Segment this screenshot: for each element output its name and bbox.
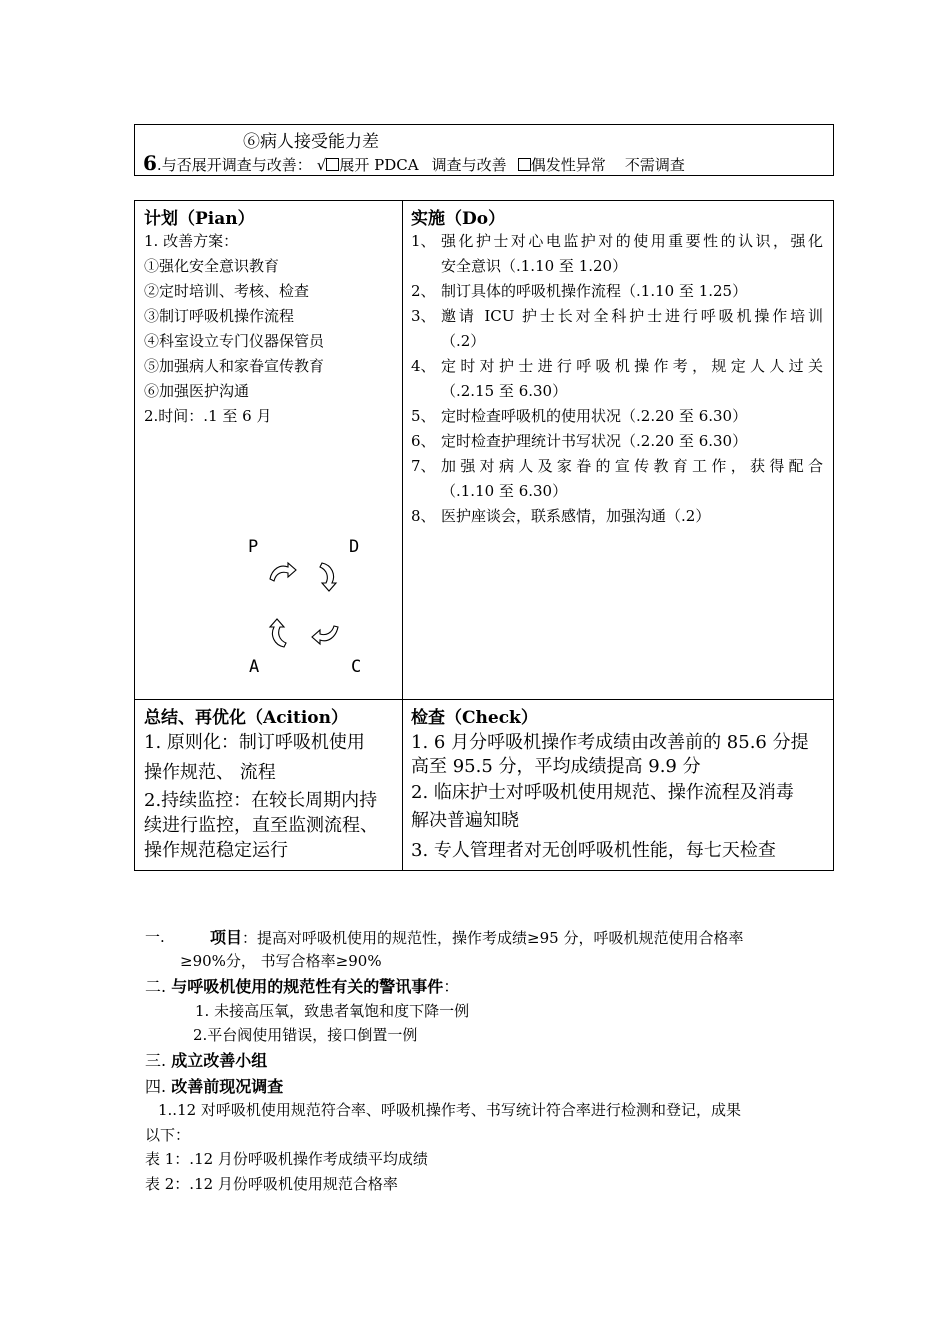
do-item-number: 3、 bbox=[411, 307, 436, 325]
do-item-text-cont: 安全意识（.1.10 至 1.20） bbox=[441, 257, 628, 275]
do-item-text: 医护座谈会，联系感情，加强沟通（.2） bbox=[441, 507, 711, 525]
do-item-number: 8、 bbox=[411, 507, 436, 525]
option-pdca: 展开 PDCA bbox=[339, 156, 419, 174]
section-2 bbox=[145, 974, 459, 997]
do-item-text: 制订具体的呼吸机操作流程（.1.10 至 1.25） bbox=[441, 282, 748, 300]
option-occasional: 偶发性异常 bbox=[530, 156, 606, 174]
plan-item: ②定时培训、考核、检查 bbox=[144, 282, 310, 300]
do-item-number: 2、 bbox=[411, 282, 436, 300]
plan-item: ④科室设立专门仪器保管员 bbox=[144, 332, 325, 350]
act-line: 续进行监控，直至监测流程、 bbox=[144, 815, 378, 836]
section-2-label: 与呼吸机使用的规范性有关的警讯事件 bbox=[171, 977, 444, 996]
checkbox-occasional[interactable] bbox=[518, 158, 531, 171]
plan-item: ③制订呼吸机操作流程 bbox=[144, 307, 295, 325]
do-item-text: 定时对护士进行呼吸机操作考，规定人人过关 bbox=[441, 357, 823, 375]
check-line: 2. 临床护士对呼吸机使用规范、操作流程及消毒 bbox=[411, 782, 794, 803]
check-line: 3. 专人管理者对无创呼吸机性能，每七天检查 bbox=[411, 840, 776, 861]
act-header: 总结、再优化（Acition） bbox=[144, 708, 349, 728]
section-4-text: 1..12 对呼吸机使用规范符合率、呼吸机操作考、书写统计符合率进行检测和登记，成果 bbox=[158, 1101, 741, 1119]
section-1-text: ：提高对呼吸机使用的规范性，操作考成绩≥95 分，呼吸机规范使用合格率 bbox=[242, 929, 744, 947]
section-3 bbox=[145, 1048, 267, 1071]
section-1-label: 项目 bbox=[210, 928, 243, 947]
do-item-text: 定时检查护理统计书写状况（.2.20 至 6.30） bbox=[441, 432, 748, 450]
pdca-letter-c: C bbox=[351, 657, 362, 677]
act-line: 操作规范稳定运行 bbox=[144, 840, 288, 861]
section-2-number: 二. bbox=[145, 977, 167, 996]
section-4 bbox=[145, 1074, 283, 1097]
table-1-caption: 表 1：.12 月份呼吸机操作考成绩平均成绩 bbox=[145, 1150, 428, 1168]
do-header: 实施（Do） bbox=[411, 209, 506, 229]
do-item-number: 5、 bbox=[411, 407, 436, 425]
do-item-text-cont: （.2） bbox=[441, 332, 486, 350]
check-line: 1. 6 月分呼吸机操作考成绩由改善前的 85.6 分提 bbox=[411, 732, 809, 753]
check-mark: √ bbox=[316, 156, 327, 174]
act-line: 2.持续监控：在较长周期内持 bbox=[144, 790, 378, 811]
checkbox-pdca[interactable] bbox=[326, 158, 339, 171]
do-item-number: 7、 bbox=[411, 457, 436, 475]
plan-item: 2.时间：.1 至 6 月 bbox=[144, 407, 272, 425]
option-occasional-suffix: 不需调查 bbox=[624, 156, 685, 174]
section-4-label: 改善前现况调查 bbox=[171, 1077, 284, 1096]
check-line: 高至 95.5 分，平均成绩提高 9.9 分 bbox=[411, 756, 701, 777]
section-2-colon: ： bbox=[443, 977, 460, 996]
pdca-letter-a: A bbox=[249, 657, 260, 677]
question-text: .与否展开调查与改善： bbox=[156, 156, 312, 174]
act-line: 操作规范、 流程 bbox=[144, 762, 276, 783]
section-1 bbox=[210, 925, 743, 948]
section-3-number: 三. bbox=[145, 1051, 167, 1070]
section-2-item: 2.平台阀使用错误，接口倒置一例 bbox=[193, 1026, 418, 1044]
top-line-1: ⑥病人接受能力差 bbox=[243, 132, 379, 152]
do-item-number: 1、 bbox=[411, 232, 436, 250]
do-item-number: 4、 bbox=[411, 357, 436, 375]
top-line-2 bbox=[143, 151, 685, 175]
plan-header: 计划（Pian） bbox=[144, 209, 255, 229]
check-header: 检查（Check） bbox=[411, 708, 538, 728]
do-item-text-cont: （.1.10 至 6.30） bbox=[441, 482, 568, 500]
do-item-number: 6、 bbox=[411, 432, 436, 450]
act-line: 1. 原则化：制订呼吸机使用 bbox=[144, 732, 365, 753]
section-1-number: 一. bbox=[145, 928, 165, 946]
pdca-cycle-arrows-icon bbox=[260, 555, 350, 660]
do-item-text-cont: （.2.15 至 6.30） bbox=[441, 382, 568, 400]
do-item-text: 强化护士对心电监护对的使用重要性的认识，强化 bbox=[441, 232, 823, 250]
item-number: 6 bbox=[143, 151, 157, 175]
plan-item: ⑤加强病人和家眷宣传教育 bbox=[144, 357, 325, 375]
do-item-text: 加强对病人及家眷的宣传教育工作，获得配合 bbox=[441, 457, 823, 475]
section-3-label: 成立改善小组 bbox=[171, 1051, 268, 1070]
pdca-horizontal-divider bbox=[134, 699, 834, 700]
section-4-number: 四. bbox=[145, 1077, 167, 1096]
do-item-text: 邀请 ICU 护士长对全科护士进行呼吸机操作培训 bbox=[441, 307, 823, 325]
section-2-item: 1. 未接高压氧，致患者氧饱和度下降一例 bbox=[195, 1002, 470, 1020]
section-1-text-cont: ≥90%分， 书写合格率≥90% bbox=[180, 952, 382, 970]
pdca-letter-d: D bbox=[349, 537, 360, 557]
section-4-text-cont: 以下： bbox=[145, 1126, 191, 1144]
option-pdca-suffix: 调查与改善 bbox=[431, 156, 507, 174]
pdca-letter-p: P bbox=[248, 537, 259, 557]
plan-item: ①强化安全意识教育 bbox=[144, 257, 280, 275]
do-item-text: 定时检查呼吸机的使用状况（.2.20 至 6.30） bbox=[441, 407, 748, 425]
plan-item: 1. 改善方案： bbox=[144, 232, 239, 250]
plan-item: ⑥加强医护沟通 bbox=[144, 382, 250, 400]
table-2-caption: 表 2：.12 月份呼吸机使用规范合格率 bbox=[145, 1175, 398, 1193]
check-line: 解决普遍知晓 bbox=[411, 810, 519, 831]
pdca-vertical-divider bbox=[402, 200, 403, 871]
